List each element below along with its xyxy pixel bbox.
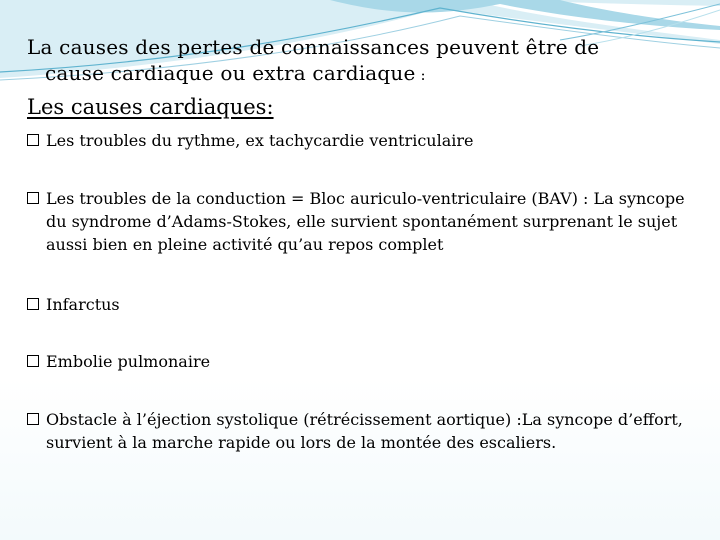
title-line-1: La causes des pertes de connaissances peuvent être de	[27, 35, 600, 59]
section-heading: Les causes cardiaques:	[27, 95, 274, 119]
list-item-text: Embolie pulmonaire	[46, 352, 211, 371]
list-item	[27, 408, 687, 454]
list-item-text: Les troubles de la conduction = Bloc auriculo-ventriculaire (BAV) : La syncope du syndrome d’Adams-Stokes, elle survient spontanément surprenant le sujet aussi bien en pleine activité qu’au repos complet	[46, 189, 685, 254]
list-item	[27, 129, 687, 152]
empty-square-bullet-icon	[27, 298, 39, 310]
title-colon: :	[415, 66, 426, 84]
slide-title	[27, 34, 707, 88]
empty-square-bullet-icon	[27, 134, 39, 146]
list-item	[27, 187, 687, 256]
list-item-text: Infarctus	[46, 295, 120, 314]
list-item-text: Obstacle à l’éjection systolique (rétrécissement aortique) :La syncope d’effort, survient à la marche rapide ou lors de la montée des escaliers.	[46, 410, 683, 452]
empty-square-bullet-icon	[27, 192, 39, 204]
empty-square-bullet-icon	[27, 355, 39, 367]
list-item	[27, 293, 687, 316]
empty-square-bullet-icon	[27, 413, 39, 425]
list-item-text: Les troubles du rythme, ex tachycardie ventriculaire	[46, 131, 474, 150]
list-item	[27, 350, 687, 373]
title-line-2	[27, 60, 707, 88]
title-line-2-text: cause cardiaque ou extra cardiaque	[45, 61, 416, 85]
